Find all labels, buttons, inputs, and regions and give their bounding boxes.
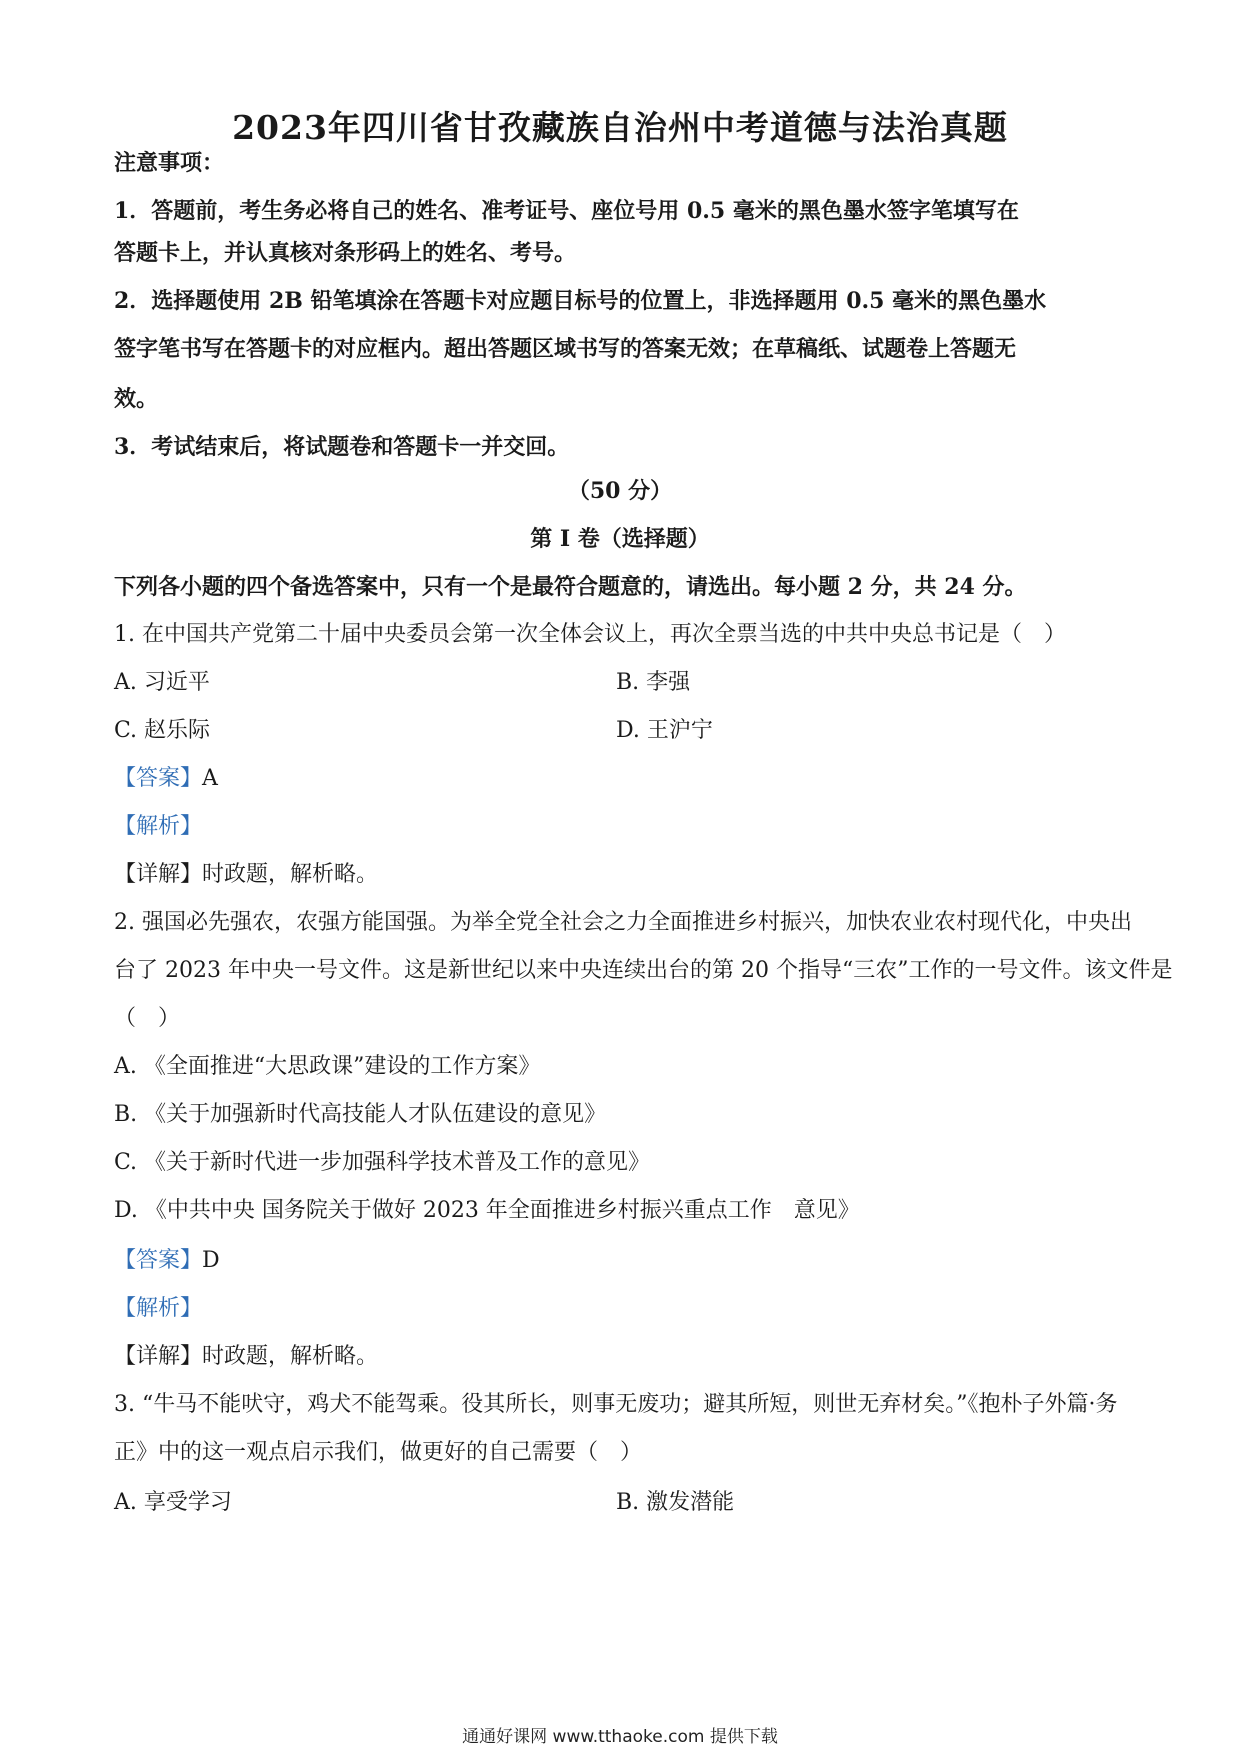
question-1-option-a: A. 习近平 [114, 670, 210, 695]
answer-value: A [202, 766, 218, 791]
question-3-stem-line-2: 正》中的这一观点启示我们，做更好的自己需要（ ） [114, 1440, 643, 1465]
question-3-option-b: B. 激发潜能 [616, 1490, 735, 1515]
notice-line-5: 效。 [114, 386, 159, 412]
answer-label: 【答案】 [114, 766, 203, 791]
question-2-option-d: D. 《中共中央 国务院关于做好 2023 年全面推进乡村振兴重点工作 意见》 [114, 1198, 860, 1223]
score-total: （50 分） [567, 478, 673, 504]
question-1-answer [114, 764, 1134, 794]
question-1-option-b: B. 李强 [616, 670, 691, 695]
question-1-detail: 【详解】时政题，解析略。 [114, 862, 379, 887]
question-2-detail: 【详解】时政题，解析略。 [114, 1344, 379, 1369]
notice-line-2: 答题卡上，并认真核对条形码上的姓名、考号。 [114, 240, 577, 266]
notice-heading: 注意事项： [114, 150, 225, 176]
notice-line-4: 签字笔书写在答题卡的对应框内。超出答题区域书写的答案无效；在草稿纸、试题卷上答题无 [114, 336, 1017, 362]
question-2-option-a: A. 《全面推进“大思政课”建设的工作方案》 [114, 1054, 541, 1079]
notice-line-3: 2．选择题使用 2B 铅笔填涂在答题卡对应题目标号的位置上，非选择题用 0.5 毫米的黑色墨水 [114, 288, 1047, 314]
section-title: 第 I 卷（选择题） [530, 526, 710, 552]
question-2-stem-line-2: 台了 2023 年中央一号文件。这是新世纪以来中央连续出台的第 20 个指导“三农”工作的一号文件。该文件是 [114, 958, 1173, 983]
question-2-answer [114, 1246, 1134, 1276]
question-1-stem: 1. 在中国共产党第二十届中央委员会第一次全体会议上，再次全票当选的中共中央总书记是（ ） [114, 622, 1066, 647]
question-1-analysis-label: 【解析】 [114, 814, 203, 839]
question-2-option-c: C. 《关于新时代进一步加强科学技术普及工作的意见》 [114, 1150, 651, 1175]
question-3-option-a: A. 享受学习 [114, 1490, 232, 1515]
answer-label: 【答案】 [114, 1248, 203, 1273]
question-1-option-c: C. 赵乐际 [114, 718, 211, 743]
section-instructions: 下列各小题的四个备选答案中，只有一个是最符合题意的，请选出。每小题 2 分，共 24 分。 [114, 574, 1027, 600]
question-2-analysis-label: 【解析】 [114, 1296, 203, 1321]
page-footer: 通通好课网 www.tthaoke.com 提供下载 [462, 1727, 778, 1747]
page-title: 2023年四川省甘孜藏族自治州中考道德与法治真题 [232, 108, 1008, 147]
question-3-stem-line-1: 3. “牛马不能吠守，鸡犬不能驾乘。役其所长，则事无废功；避其所短，则世无弃材矣。”《抱朴子外篇·务 [114, 1392, 1118, 1417]
question-2-stem-line-1: 2. 强国必先强农，农强方能国强。为举全党全社会之力全面推进乡村振兴，加快农业农村现代化，中央出 [114, 910, 1132, 935]
notice-line-6: 3．考试结束后，将试题卷和答题卡一并交回。 [114, 434, 570, 460]
question-2-option-b: B. 《关于加强新时代高技能人才队伍建设的意见》 [114, 1102, 607, 1127]
question-1-option-d: D. 王沪宁 [616, 718, 713, 743]
question-2-stem-line-3: （ ） [114, 1006, 181, 1031]
answer-value: D [202, 1248, 220, 1273]
notice-line-1: 1．答题前，考生务必将自己的姓名、准考证号、座位号用 0.5 毫米的黑色墨水签字笔填写在 [114, 198, 1019, 224]
